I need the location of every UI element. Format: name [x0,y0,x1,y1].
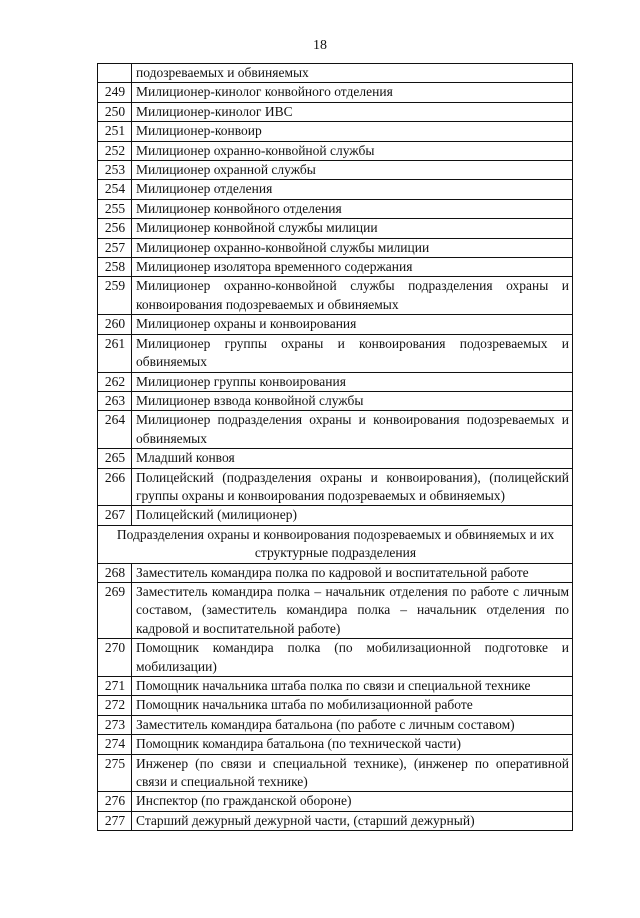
table-row [98,677,573,696]
table-row [98,639,573,677]
row-number: 260 [98,315,132,334]
row-number: 249 [98,83,132,102]
section-heading-row [98,525,573,563]
table-row [98,696,573,715]
table-row [98,141,573,160]
row-number: 266 [98,468,132,506]
row-number: 269 [98,582,132,638]
table-row [98,238,573,257]
row-number: 273 [98,715,132,734]
row-number: 265 [98,449,132,468]
position-title: Помощник командира батальона (по технической части) [132,735,573,754]
position-title: Милиционер охранной службы [132,161,573,180]
position-title: Милиционер-конвоир [132,122,573,141]
row-number: 271 [98,677,132,696]
table-row [98,180,573,199]
row-number: 252 [98,141,132,160]
position-title: Полицейский (подразделения охраны и конвоирования), (полицейский группы охраны и конвоирования подозреваемых и обвиняемых) [132,468,573,506]
table-row [98,715,573,734]
table-row [98,735,573,754]
position-title: Заместитель командира полка по кадровой и воспитательной работе [132,563,573,582]
row-number [98,64,132,83]
positions-table-body [98,64,573,831]
position-title: Милиционер охранно-конвойной службы подразделения охраны и конвоирования подозреваемых и обвиняемых [132,277,573,315]
table-row [98,449,573,468]
position-title: Помощник начальника штаба полка по связи и специальной технике [132,677,573,696]
position-title: Помощник командира полка (по мобилизационной подготовке и мобилизации) [132,639,573,677]
row-number: 267 [98,506,132,525]
position-title: Помощник начальника штаба по мобилизационной работе [132,696,573,715]
row-number: 262 [98,372,132,391]
table-row [98,754,573,792]
position-title: Инженер (по связи и специальной технике), (инженер по оперативной связи и специальной технике) [132,754,573,792]
position-title: Милиционер взвода конвойной службы [132,391,573,410]
row-number: 270 [98,639,132,677]
row-number: 250 [98,102,132,121]
position-title: Милиционер охранно-конвойной службы милиции [132,238,573,257]
positions-table [97,63,573,831]
table-row [98,411,573,449]
row-number: 253 [98,161,132,180]
table-row [98,792,573,811]
position-title: Милиционер отделения [132,180,573,199]
row-number: 255 [98,199,132,218]
position-title: Милиционер группы охраны и конвоирования подозреваемых и обвиняемых [132,334,573,372]
position-title: Милиционер изолятора временного содержания [132,258,573,277]
row-number: 277 [98,811,132,830]
table-row [98,199,573,218]
position-title: Милиционер-кинолог ИВС [132,102,573,121]
table-row [98,277,573,315]
table-row [98,468,573,506]
row-number: 251 [98,122,132,141]
table-row [98,102,573,121]
table-row [98,391,573,410]
table-row [98,83,573,102]
position-title: Старший дежурный дежурной части, (старший дежурный) [132,811,573,830]
row-number: 263 [98,391,132,410]
section-heading: Подразделения охраны и конвоирования подозреваемых и обвиняемых и их структурные подразделения [98,525,573,563]
position-title: подозреваемых и обвиняемых [132,64,573,83]
position-title: Милиционер конвойного отделения [132,199,573,218]
position-title: Полицейский (милиционер) [132,506,573,525]
table-row [98,64,573,83]
page-number: 18 [313,38,327,53]
table-row [98,372,573,391]
position-title: Милиционер группы конвоирования [132,372,573,391]
table-row [98,161,573,180]
row-number: 275 [98,754,132,792]
position-title: Милиционер подразделения охраны и конвоирования подозреваемых и обвиняемых [132,411,573,449]
table-row [98,122,573,141]
row-number: 258 [98,258,132,277]
row-number: 261 [98,334,132,372]
table-row [98,506,573,525]
table-row [98,219,573,238]
row-number: 257 [98,238,132,257]
row-number: 272 [98,696,132,715]
table-row [98,582,573,638]
position-title: Милиционер охраны и конвоирования [132,315,573,334]
position-title: Заместитель командира полка – начальник отделения по работе с личным составом, (заместитель командира полка – начальник отделения по кадровой и воспитательной работе) [132,582,573,638]
row-number: 276 [98,792,132,811]
row-number: 264 [98,411,132,449]
table-row [98,258,573,277]
position-title: Младший конвоя [132,449,573,468]
table-row [98,315,573,334]
table-row [98,563,573,582]
position-title: Милиционер-кинолог конвойного отделения [132,83,573,102]
row-number: 259 [98,277,132,315]
position-title: Милиционер конвойной службы милиции [132,219,573,238]
position-title: Заместитель командира батальона (по работе с личным составом) [132,715,573,734]
row-number: 254 [98,180,132,199]
row-number: 268 [98,563,132,582]
table-row [98,334,573,372]
row-number: 274 [98,735,132,754]
table-row [98,811,573,830]
row-number: 256 [98,219,132,238]
position-title: Инспектор (по гражданской обороне) [132,792,573,811]
position-title: Милиционер охранно-конвойной службы [132,141,573,160]
